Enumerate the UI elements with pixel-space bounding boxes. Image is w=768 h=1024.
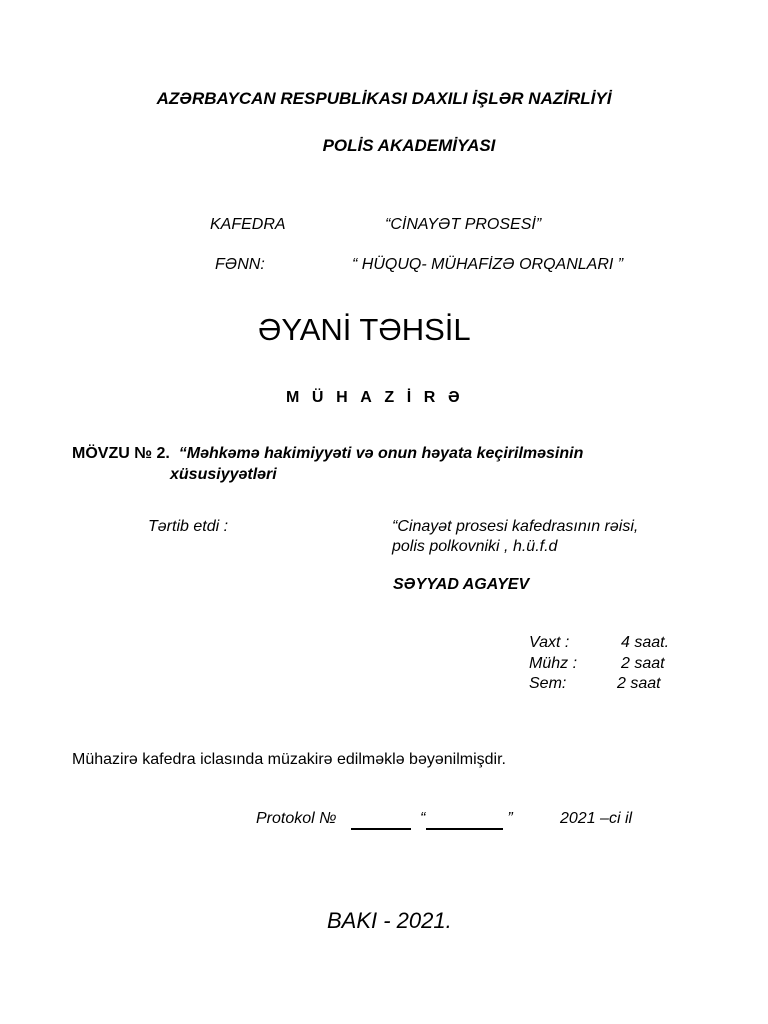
lecture-title: MÜHAZİRƏ <box>286 389 473 406</box>
protocol-date-quotes <box>420 810 513 828</box>
department-label: KAFEDRA <box>210 216 286 233</box>
study-form-title: ƏYANİ TƏHSİL <box>258 312 471 347</box>
academy-heading: POLİS AKADEMİYASI <box>322 136 496 155</box>
department-value: “CİNAYƏT PROSESİ” <box>385 216 542 233</box>
author-name: SƏYYAD AGAYEV <box>393 576 530 593</box>
topic-title-line-2: xüsusiyyətləri <box>170 466 277 483</box>
hours-seminar-label: Sem: <box>529 675 567 692</box>
ministry-heading: AZƏRBAYCAN RESPUBLİKASI DAXILI İŞLƏR NAZİRLİYİ <box>156 89 612 108</box>
city-year: BAKI - 2021. <box>327 908 452 933</box>
hours-total-value: 4 saat. <box>621 634 670 651</box>
author-position-line-2: polis polkovniki , h.ü.f.d <box>392 538 558 555</box>
hours-total-label: Vaxt : <box>529 634 570 651</box>
prepared-by-label: Tərtib etdi : <box>148 518 229 535</box>
subject-label: FƏNN: <box>215 256 265 273</box>
topic-number: MÖVZU № 2. <box>72 445 170 462</box>
protocol-close-quote: ” <box>507 810 513 827</box>
hours-lecture-label: Mühz : <box>529 655 578 672</box>
hours-lecture-value: 2 saat <box>621 655 665 672</box>
author-position-line-1: “Cinayət prosesi kafedrasının rəisi, <box>392 518 639 535</box>
subject-value: “ HÜQUQ- MÜHAFİZƏ ORQANLARI ” <box>352 256 624 273</box>
hours-seminar-value: 2 saat <box>617 675 661 692</box>
protocol-label: Protokol № <box>256 810 337 827</box>
topic-line-1 <box>72 445 583 463</box>
protocol-number-blank <box>351 828 411 830</box>
protocol-year: 2021 –ci il <box>560 810 633 827</box>
topic-title-line-1: “Məhkəmə hakimiyyəti və onun həyata keçirilməsinin <box>178 445 584 462</box>
protocol-open-quote: “ <box>420 810 426 827</box>
protocol-date-blank <box>426 828 503 830</box>
approval-statement: Mühazirə kafedra iclasında müzakirə edilməklə bəyənilmişdir. <box>72 751 506 768</box>
